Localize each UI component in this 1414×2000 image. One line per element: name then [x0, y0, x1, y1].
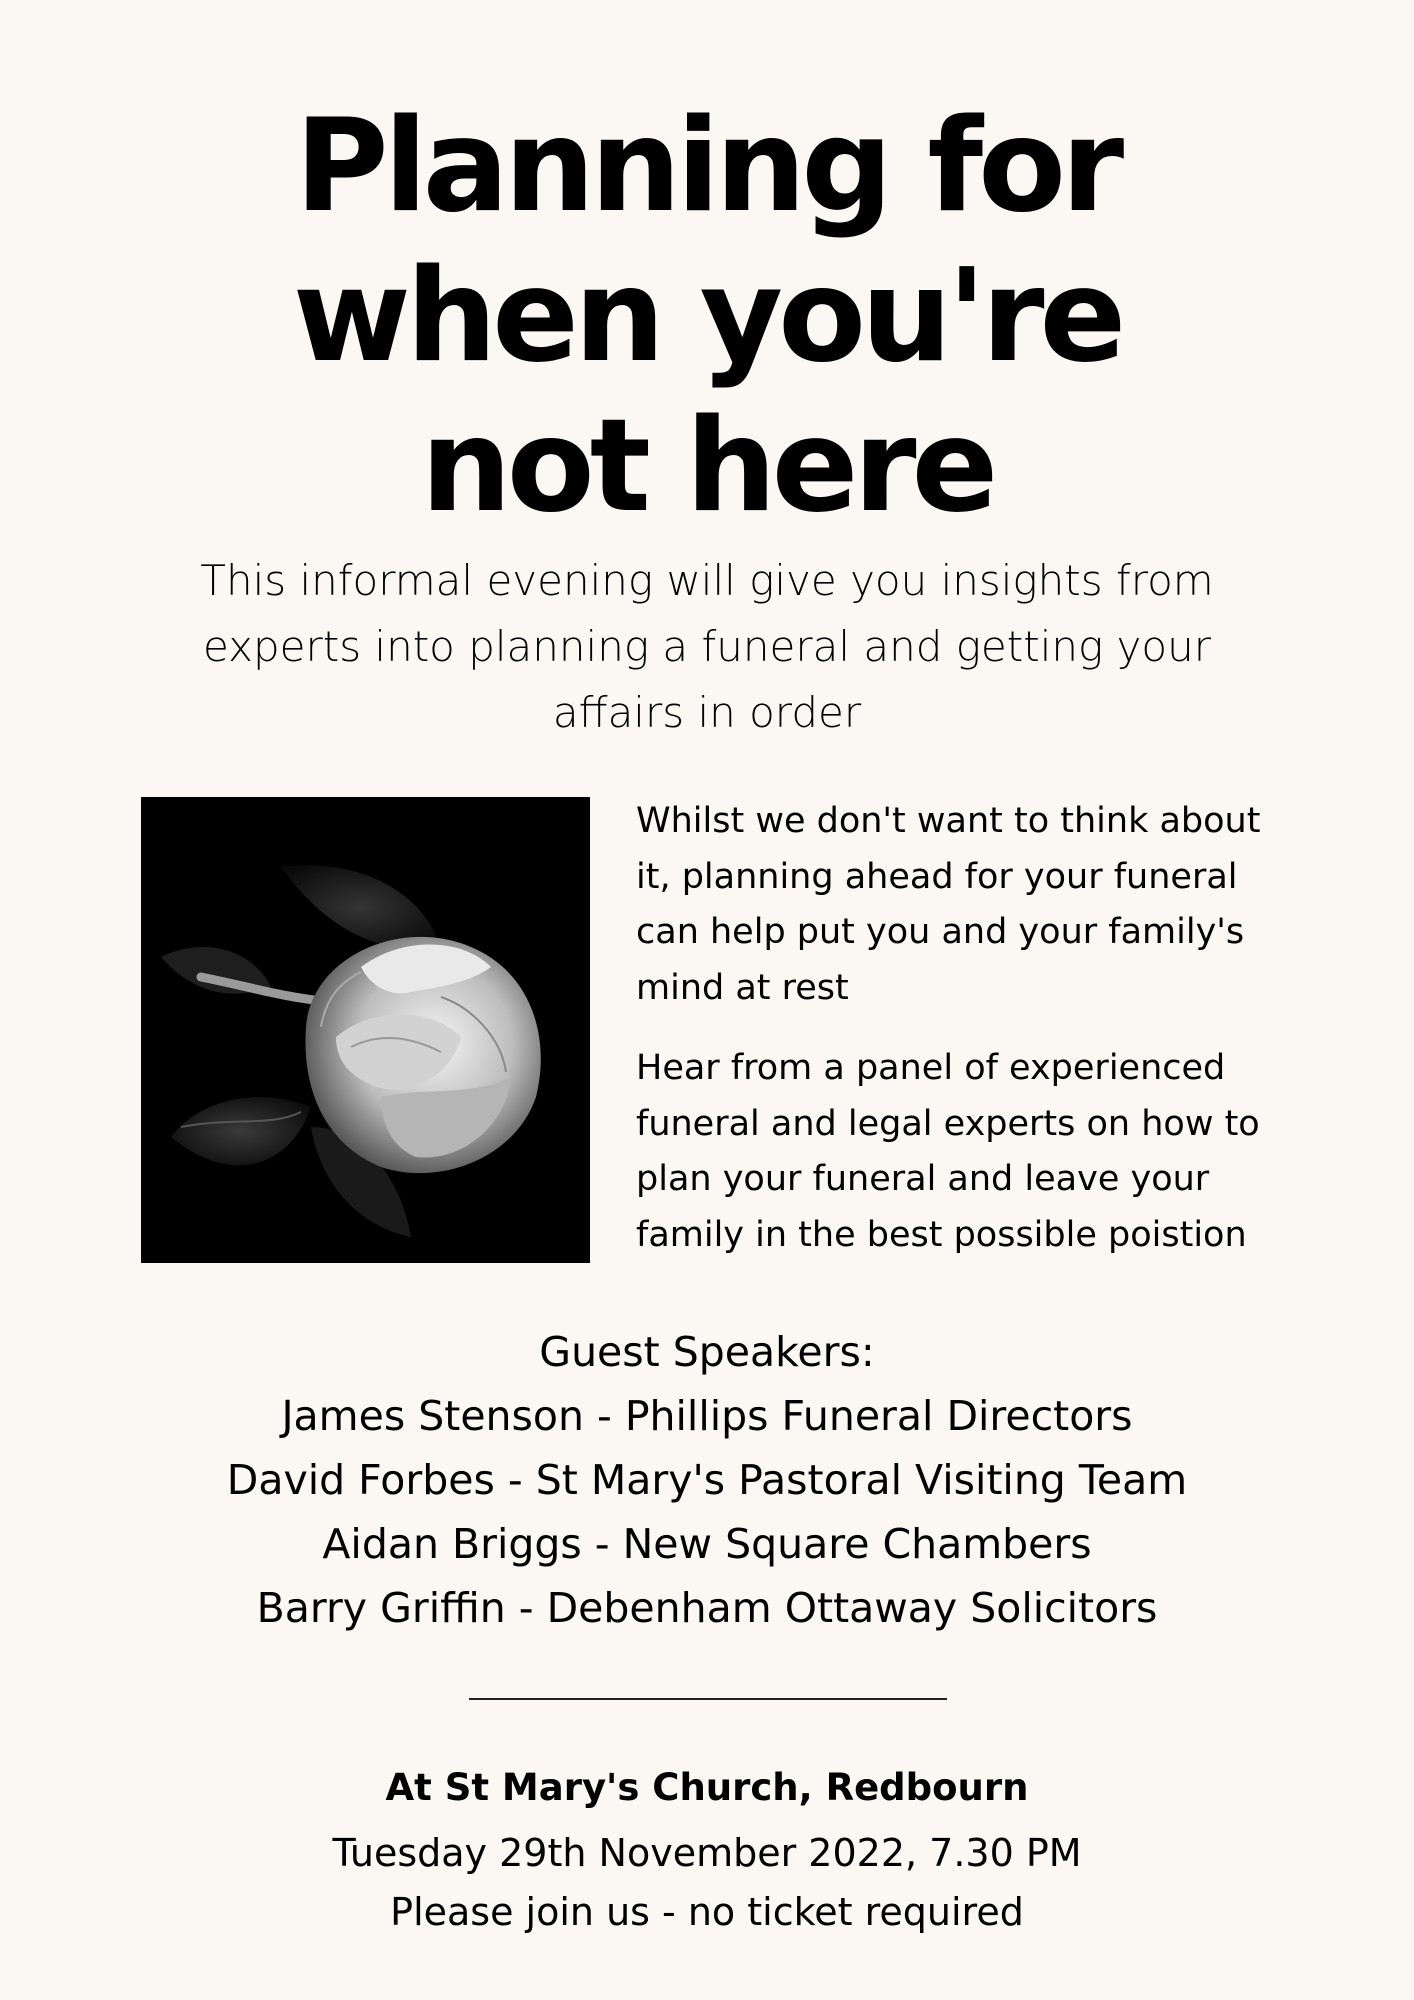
white-rose-image [141, 797, 590, 1263]
speakers-heading: Guest Speakers: [539, 1328, 875, 1376]
body-line: it, planning ahead for your funeral [636, 856, 1238, 897]
body-paragraph-1 [636, 794, 1276, 1016]
guest-speakers [0, 1320, 1414, 1640]
speaker-item: David Forbes - St Mary's Pastoral Visiting Team [226, 1456, 1188, 1504]
intro-line: This informal evening will give you insights from [200, 556, 1214, 605]
body-line: plan your funeral and leave your [636, 1159, 1210, 1199]
body-line: Whilst we don't want to think about [636, 801, 1261, 841]
body-paragraph-2 [636, 1041, 1276, 1263]
headline-line: Planning for [294, 92, 1120, 241]
body-line: family in the best possible poistion [636, 1214, 1247, 1255]
speaker-item: Aidan Briggs - New Square Chambers [322, 1520, 1092, 1568]
event-datetime: Tuesday 29th November 2022, 7.30 PM [332, 1831, 1082, 1875]
intro-line: affairs in order [552, 688, 862, 737]
body-line: mind at rest [636, 967, 849, 1008]
speaker-item: Barry Griffin - Debenham Ottaway Solicitors [256, 1584, 1158, 1632]
intro-text [150, 548, 1264, 746]
headline-line: not here [420, 392, 994, 541]
body-copy [636, 794, 1276, 1288]
headline-line: when you're [292, 242, 1122, 391]
rose-illustration [141, 797, 590, 1263]
event-venue: At St Mary's Church, Redbourn [385, 1766, 1029, 1809]
headline [0, 92, 1414, 542]
body-line: funeral and legal experts on how to [636, 1103, 1260, 1144]
speaker-item: James Stenson - Phillips Funeral Directors [281, 1392, 1133, 1440]
body-line: can help put you and your family's [636, 912, 1245, 952]
event-note: Please join us - no ticket required [390, 1890, 1024, 1934]
divider [469, 1698, 947, 1700]
intro-line: experts into planning a funeral and getting your [203, 622, 1211, 671]
body-line: Hear from a panel of experienced [636, 1048, 1226, 1088]
